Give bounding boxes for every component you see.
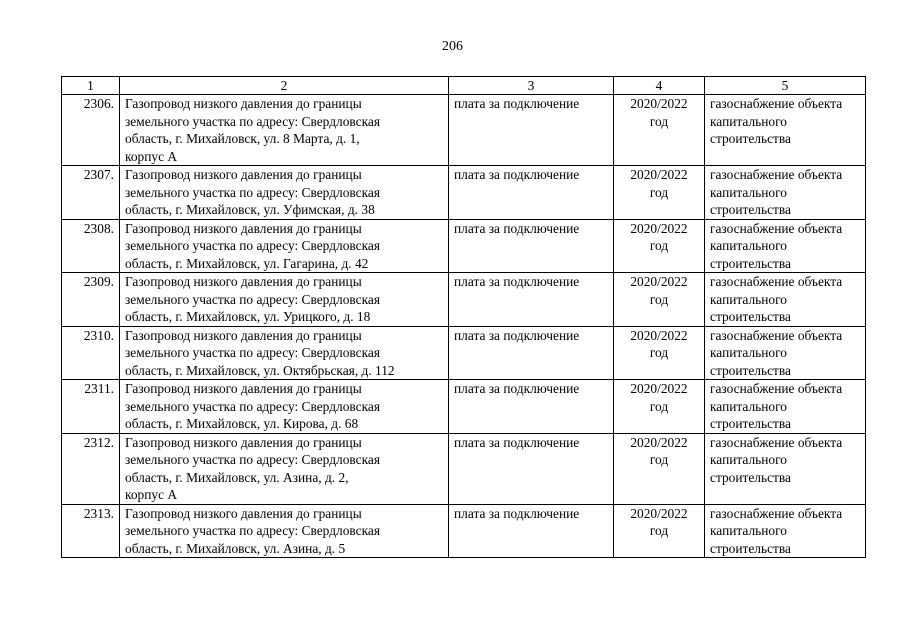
object-name-line: область, г. Михайловск, ул. 8 Марта, д. 1, — [125, 131, 360, 146]
period-cell — [614, 380, 705, 434]
purpose-cell — [705, 326, 866, 380]
object-name-line: земельного участка по адресу: Свердловская — [125, 113, 380, 129]
column-header-1: 1 — [62, 77, 120, 95]
object-name-line: земельного участка по адресу: Свердловская — [125, 398, 380, 414]
object-name-cell — [120, 433, 449, 504]
row-number-cell: 2306. — [62, 95, 120, 166]
purpose-line: строительства — [710, 202, 791, 217]
purpose-line: капитального — [710, 238, 787, 253]
object-name-line: область, г. Михайловск, ул. Уфимская, д. 38 — [125, 202, 375, 217]
purpose-cell — [705, 433, 866, 504]
object-name-line: область, г. Михайловск, ул. Азина, д. 2, — [125, 469, 349, 485]
purpose-cell — [705, 380, 866, 434]
period-line: год — [649, 452, 669, 467]
purpose-line: газоснабжение объекта — [710, 505, 843, 521]
purpose-line: строительства — [710, 469, 791, 485]
period-line: 2020/2022 — [630, 505, 688, 521]
object-name-cell — [120, 219, 449, 273]
purpose-line: газоснабжение объекта — [710, 220, 843, 236]
object-name-line: корпус А — [125, 148, 178, 164]
period-cell — [614, 273, 705, 327]
period-line: 2020/2022 — [630, 327, 688, 343]
table-row — [62, 326, 866, 380]
period-cell — [614, 504, 705, 558]
period-cell — [614, 166, 705, 220]
period-cell — [614, 433, 705, 504]
table-row — [62, 380, 866, 434]
object-name-line: земельного участка по адресу: Свердловская — [125, 291, 380, 307]
purpose-line: капитального — [710, 291, 787, 307]
object-name-line: область, г. Михайловск, ул. Азина, д. 5 — [125, 540, 346, 556]
funding-source-cell: плата за подключение — [449, 326, 614, 380]
period-line: год — [649, 398, 669, 414]
purpose-line: строительства — [710, 255, 791, 271]
funding-source-cell: плата за подключение — [449, 504, 614, 558]
object-name-cell — [120, 273, 449, 327]
purpose-cell — [705, 504, 866, 558]
period-cell — [614, 326, 705, 380]
period-line: 2020/2022 — [630, 274, 688, 289]
row-number-cell: 2312. — [62, 433, 120, 504]
table-row — [62, 219, 866, 273]
period-line: 2020/2022 — [630, 434, 688, 450]
table-row — [62, 95, 866, 166]
funding-source-cell: плата за подключение — [449, 166, 614, 220]
object-name-line: земельного участка по адресу: Свердловская — [125, 238, 380, 253]
object-name-line: корпус А — [125, 487, 178, 502]
object-name-line: Газопровод низкого давления до границы — [125, 220, 362, 236]
object-name-line: область, г. Михайловск, ул. Урицкого, д. 18 — [125, 309, 371, 324]
purpose-line: строительства — [710, 309, 791, 324]
period-line: год — [649, 291, 669, 307]
row-number-cell: 2311. — [62, 380, 120, 434]
registry-table — [61, 76, 866, 558]
period-line: год — [649, 184, 669, 200]
purpose-line: строительства — [710, 362, 791, 378]
purpose-line: капитального — [710, 523, 787, 538]
object-name-line: Газопровод низкого давления до границы — [125, 434, 362, 450]
object-name-line: Газопровод низкого давления до границы — [125, 167, 362, 182]
period-line: 2020/2022 — [630, 381, 688, 396]
purpose-line: капитального — [710, 184, 787, 200]
purpose-line: капитального — [710, 452, 787, 467]
funding-source-cell: плата за подключение — [449, 433, 614, 504]
purpose-line: газоснабжение объекта — [710, 274, 843, 289]
row-number-cell: 2310. — [62, 326, 120, 380]
page-number: 206 — [442, 39, 463, 54]
period-line: год — [649, 113, 669, 129]
object-name-line: Газопровод низкого давления до границы — [125, 505, 362, 521]
table-row — [62, 166, 866, 220]
table-row — [62, 273, 866, 327]
object-name-line: земельного участка по адресу: Свердловская — [125, 184, 380, 200]
table-row — [62, 433, 866, 504]
object-name-line: земельного участка по адресу: Свердловская — [125, 452, 380, 467]
purpose-cell — [705, 273, 866, 327]
object-name-line: область, г. Михайловск, ул. Гагарина, д. 42 — [125, 255, 369, 271]
object-name-line: область, г. Михайловск, ул. Кирова, д. 68 — [125, 416, 359, 431]
table-row — [62, 504, 866, 558]
object-name-cell — [120, 326, 449, 380]
row-number-cell: 2309. — [62, 273, 120, 327]
table-body — [62, 95, 866, 558]
period-cell — [614, 219, 705, 273]
object-name-cell — [120, 380, 449, 434]
row-number-cell: 2307. — [62, 166, 120, 220]
purpose-line: газоснабжение объекта — [710, 96, 843, 111]
row-number-cell: 2313. — [62, 504, 120, 558]
purpose-line: строительства — [710, 540, 791, 556]
column-header-3: 3 — [449, 77, 614, 95]
funding-source-cell: плата за подключение — [449, 380, 614, 434]
object-name-line: Газопровод низкого давления до границы — [125, 274, 362, 289]
object-name-line: земельного участка по адресу: Свердловская — [125, 523, 380, 538]
table-header-row — [62, 77, 866, 95]
period-line: 2020/2022 — [630, 96, 688, 111]
purpose-line: газоснабжение объекта — [710, 327, 843, 343]
funding-source-cell: плата за подключение — [449, 219, 614, 273]
object-name-cell — [120, 504, 449, 558]
period-cell — [614, 95, 705, 166]
period-line: год — [649, 345, 669, 360]
period-line: год — [649, 238, 669, 253]
object-name-line: Газопровод низкого давления до границы — [125, 96, 362, 111]
purpose-line: строительства — [710, 416, 791, 431]
period-line: 2020/2022 — [630, 167, 688, 182]
purpose-line: капитального — [710, 113, 787, 129]
purpose-line: капитального — [710, 398, 787, 414]
row-number-cell: 2308. — [62, 219, 120, 273]
purpose-line: газоснабжение объекта — [710, 381, 843, 396]
purpose-line: газоснабжение объекта — [710, 167, 843, 182]
object-name-cell — [120, 166, 449, 220]
column-header-4: 4 — [614, 77, 705, 95]
object-name-line: Газопровод низкого давления до границы — [125, 381, 362, 396]
funding-source-cell: плата за подключение — [449, 273, 614, 327]
object-name-line: Газопровод низкого давления до границы — [125, 327, 362, 343]
object-name-cell — [120, 95, 449, 166]
purpose-cell — [705, 166, 866, 220]
funding-source-cell: плата за подключение — [449, 95, 614, 166]
object-name-line: земельного участка по адресу: Свердловская — [125, 345, 380, 360]
column-header-2: 2 — [120, 77, 449, 95]
purpose-line: строительства — [710, 131, 791, 146]
purpose-cell — [705, 95, 866, 166]
purpose-line: капитального — [710, 345, 787, 360]
object-name-line: область, г. Михайловск, ул. Октябрьская, д. 112 — [125, 362, 395, 378]
purpose-line: газоснабжение объекта — [710, 434, 843, 450]
period-line: 2020/2022 — [630, 220, 688, 236]
purpose-cell — [705, 219, 866, 273]
column-header-5: 5 — [705, 77, 866, 95]
period-line: год — [649, 523, 669, 538]
